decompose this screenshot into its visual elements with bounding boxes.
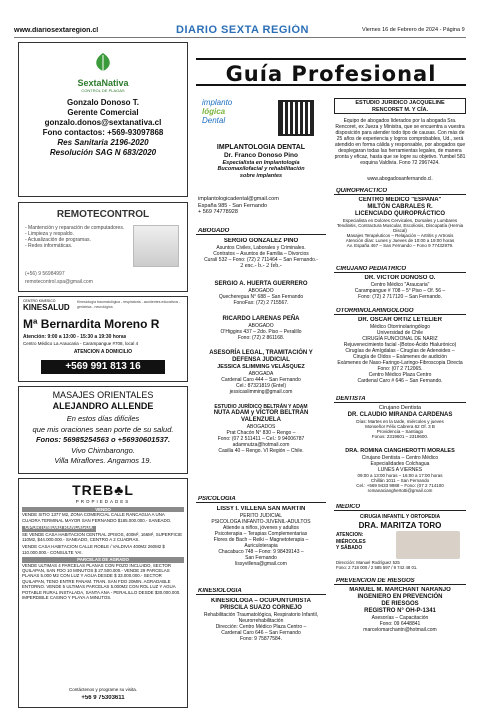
medico-attention xyxy=(336,532,386,552)
lawyer-line: FonoFax: (72) 2 715567. xyxy=(233,300,289,306)
kinesalud-phone: +569 991 813 16 xyxy=(41,360,165,374)
implanto-logo2: lógica xyxy=(202,107,226,116)
medico-line: Dirección: Manuel Rodríguez 525 xyxy=(336,560,400,565)
medico-att: Y SÁBADO xyxy=(336,545,363,551)
ped-line: Carampangue # 708 – 5° Piso – Of. 56 – xyxy=(354,288,446,294)
romina-line: Especialidades Colchagua xyxy=(370,461,430,467)
estudio-title1: ESTUDIO JURIDICO JACQUELINE xyxy=(355,100,445,106)
lawyer-line: Cel.: 87321819 (Entel) xyxy=(235,382,287,389)
remotecontrol-phone: (+56) 9 56984997 xyxy=(25,271,65,277)
implanto-phone: + 569 74778928 xyxy=(198,209,238,215)
implanto-address: España 985 - San Fernando xyxy=(198,202,268,209)
romina-email[interactable]: romanacianghertotti@gmail.com xyxy=(367,488,433,493)
dent-line: Providencia – Santiago xyxy=(376,428,424,434)
remotecontrol-logo: REMOTECONTROL xyxy=(56,209,150,220)
medico-att: MIÉRCOLES xyxy=(336,538,366,545)
res-sanitaria: Res Sanitaria 2196-2020 xyxy=(57,138,149,147)
oto-line: Médico Otorrinolaringólogo xyxy=(369,324,431,330)
psych-line: San Fernando xyxy=(245,555,277,561)
service-item: - Actualización de programas. xyxy=(25,237,91,243)
contact-email[interactable]: gonzalo.donos@sextanativa.cl xyxy=(44,118,162,127)
lawyer-name: SERGIO A. HUERTA GUERRERO xyxy=(214,281,308,287)
dent-name: DR. CLAUDIO MIRANDA CARDENAS xyxy=(347,411,453,418)
section-abogado: ABOGADO xyxy=(196,228,326,235)
oto-line: Exámenes de Naso-Faringo-Laringo-Fibroscopia Directa xyxy=(337,360,463,366)
lawyer-line: ABOGADO xyxy=(248,323,274,329)
otorrino-entry xyxy=(334,317,466,384)
service-item: - Mantención y reparación de computadores. xyxy=(25,225,125,231)
kine-line: Dirección: Centro Médico Plaza Centro – xyxy=(215,624,307,630)
section-kinesiologia: KINESIOLOGÍA xyxy=(196,588,326,595)
sextanativa-logo-sub: CONTROL DE PLAGAS xyxy=(81,88,125,93)
oto-line: Rejuvenecimiento facial -(Botox-Ácido Hialurónico) xyxy=(343,342,457,348)
dentista-entry xyxy=(334,405,466,439)
trebol-tag: PARCELAS DE AGRADO xyxy=(22,557,184,562)
lawyer-line: 2 enc.- b.- 2 feb.- xyxy=(240,263,282,269)
trebol-logo: TREB♣L xyxy=(72,482,134,498)
lawyer-line: Asuntos Civiles, Laborales y Criminales. xyxy=(216,245,306,251)
sextanativa-logo xyxy=(19,51,187,93)
cirujano-ped-entry xyxy=(334,275,466,300)
dent-sub: Cirujano Dentista xyxy=(378,405,422,411)
site-url[interactable]: www.diariosextaregion.cl xyxy=(14,27,99,34)
abogado-list xyxy=(196,238,326,454)
sextanativa-contact xyxy=(19,98,187,158)
lawyer-name: RICARDO LARENAS PEÑA xyxy=(222,316,300,322)
masajes-line: Vivo Chimbarongo. xyxy=(71,445,135,455)
romina-name: DRA. ROMINA CIANGHEROTTI MORALES xyxy=(345,448,455,454)
lawyer-line: Prat Chacón N° 830 – Rengo – xyxy=(226,429,296,436)
kinesalud-hours: Atención: 9:00 a 13:00 - 15:30 a 19:30 horas xyxy=(23,334,127,340)
lawyer-line: Contratos – Asuntos de Familia – Divorcios xyxy=(213,251,309,257)
middle-column xyxy=(196,96,326,708)
psych-name: LISSY I. VILLENA SAN MARTÍN xyxy=(216,506,306,512)
kinesalud-desc: Kinesiología traumatológica - respiratoria - accidentes educativos - geriátrica - neurológica xyxy=(77,300,181,309)
ped-line: Fono: (72) 2 717120 – San Fernando. xyxy=(358,294,442,300)
lawyer-sub: NUTA ADAM y VÍCTOR BELTRÁN VALENZUELA xyxy=(213,409,309,423)
section-psicologia: PSICOLOGÍA xyxy=(196,496,326,503)
dent-line: Fonos: 2319601 – 2319600. xyxy=(371,433,429,439)
masajes-phones: Fonos: 56985254563 o +56930601537. xyxy=(35,435,171,444)
section-quiropractico: QUIROPRÁCTICO xyxy=(334,188,466,195)
romina-line: Chillán 1011 – San Fernando xyxy=(370,478,430,483)
remotecontrol-services xyxy=(25,225,130,249)
section-otorrino: OTORRINOLARINGÓLOGO xyxy=(334,308,466,315)
listing: VENDE SITIO 1377 M2, ZONA COMERCIAL CALLE RANCAGUA A UNA CUADRA TERMINAL MAYOR SAN FERNANDO $185.000.000.- SANEADO. xyxy=(22,512,172,523)
masajes-line: En estos días difíciles xyxy=(66,414,140,423)
trebol-tag: VENDO xyxy=(22,507,184,512)
trebol-sub: PROPIEDADES xyxy=(75,499,131,504)
estudio-title2: RENCORET M. Y CÍA. xyxy=(371,106,429,113)
listing: SE VENDE CASA HABITACION CENTRAL 2PISOS, 400M², 166M², SUPERFICIE 110M2, $44.000.000.- SANEADO, CENTRO A 2 CUADRAS. xyxy=(22,531,183,543)
oto-line: Fono: (07 2 712065. xyxy=(377,366,423,372)
ped-name: DR. VÍCTOR DONOSO O. xyxy=(364,275,436,281)
sextanativa-ad xyxy=(18,42,188,197)
header-rule xyxy=(14,37,466,38)
quiro-name: LICENCIADO QUIROPRÁCTICO xyxy=(355,211,445,217)
kine-line: Fono: 9 75877584. xyxy=(240,636,282,642)
kinesalud-address: Centro Médico La Araucaria - Carampangue #708, local 4 xyxy=(23,341,139,346)
lawyer-sub: JESSICA SLIMMING VELÁSQUEZ xyxy=(217,364,305,370)
lawyer-line[interactable]: adamnutza@hotmail.com xyxy=(232,441,290,448)
psych-line: Atiende a niños, jóvenes y adultos xyxy=(223,525,299,531)
kine-line: Cardenal Caro 646 – San Fernando xyxy=(221,630,301,636)
contact-phone: Fono contactos: +569-93097868 xyxy=(42,128,164,137)
implanto-spec: sobre implantes xyxy=(239,172,283,179)
trebol-phone: +56 9 75303611 xyxy=(81,695,125,701)
lawyer-line: Quecheregua N° 688 – San Fernando xyxy=(218,294,304,300)
doctor-photo xyxy=(396,531,460,559)
right-column xyxy=(334,96,466,708)
lawyer-line: ABOGADO xyxy=(248,288,274,294)
lawyer-line: Cardenal Caro 444 – San Fernando xyxy=(221,376,301,383)
lawyer-line: Fono: (72) 2 861168. xyxy=(237,335,285,341)
psych-line: Psicoterapia – Terapias Complementarias xyxy=(214,531,308,537)
psych-line: PERITO JUDICIAL xyxy=(239,513,283,519)
lawyer-line: Curalí 532 – Fono: (72) 2 711464 – San Fernando.- xyxy=(204,257,318,263)
lawyer-line: Casilla 40 – Rengo. VI Región – Chile. xyxy=(218,447,304,454)
page-header xyxy=(0,0,480,34)
lawyer-line: ABOGADOS xyxy=(246,423,276,430)
computer-icon xyxy=(133,225,179,267)
masajes-body xyxy=(19,414,187,467)
oto-line: Cirugías de Amígdalas - Cirugías de Adenoides – xyxy=(345,348,455,354)
oto-line: Universidad de Chile xyxy=(376,330,424,336)
section-dentista: DENTISTA xyxy=(334,396,466,403)
lawyer-line: ABOGADA xyxy=(248,370,274,377)
implanto-doctor: Dr. Franco Donoso Pino xyxy=(223,152,299,159)
kine-line: Rehabilitación Traumatológica, Respiratorio Infantil, xyxy=(203,612,319,618)
quiropractico-entry xyxy=(334,197,466,248)
service-item: - Redes informáticas. xyxy=(25,243,73,249)
prev-email[interactable]: marcelomarchantn@hotmail.com xyxy=(363,627,437,633)
medico-contact xyxy=(336,560,466,570)
kine-name: PRISCILA SUAZO CORNEJO xyxy=(220,605,302,611)
prev-name: DE RIESGOS xyxy=(381,601,419,607)
section-medico: MÉDICO xyxy=(334,504,466,511)
ped-line: Centro Médico "Araucaria" xyxy=(370,282,430,288)
quiro-title: CENTRO MÉDICO "ESPAÑA" xyxy=(358,197,442,203)
implanto-spec: Bucomaxilofacial y rehabilitación xyxy=(217,166,305,172)
section-prevencion: PREVENCIÓN DE RIESGOS xyxy=(334,578,466,585)
contact-role: Gerente Comercial xyxy=(67,108,139,117)
kine-name: KINESIOLOGA – OCUPUNTURISTA xyxy=(210,598,311,604)
estudio-text: Equipo de abogados liderados por la abogada Sra. Rencoret, ex Jueza y Ministra, que se encuentra a vuestra disposición para atender todo tipo de causas. Con más de 25 años de experiencia y logros comprobables, Ud., será atendido en forma cálida y responsable, por abogados que desplegaran todas las herramientas legales, de manera pronta y eficaz, hasta que se logre su objetivo. Yumbel 581 esquina Valdivia. Fono 72 2967424. xyxy=(334,118,466,166)
listing: VENDE ULTIMAS 4 PARCELAS PLANAS CON POZO INCLUIDO, SECTOR QUILAPAN, SAN FDO 10 MINUTOS $ 27.500.000.- VENDE 29 PARCELAS PLANAS 5.000 M2 CON LUZ Y AGUA DESDE $ 33.000.000.- SECTOR QUILAPAN, TENO ENTRE PANAM. TRAN. SAN FDO 20MIN. AGRADABLE ENTORNO. VENDE 5 ULTIMAS PARCELAS 5.000M2 CON ROL LUZ Y AGUA POTABLE RURAL INSTALADA, SANTA ANA - PERALILLO DESDE $30.000.000. IMPERDIBLE CASINO Y PLAYA A MINUTOS. xyxy=(22,562,181,601)
prev-name: INGENIERO EN PREVENCIÓN xyxy=(357,594,443,600)
oto-line: Centro Médico Plaza Centro xyxy=(368,372,432,378)
masajes-line: que mis oraciones sean porte de su salud. xyxy=(32,424,174,434)
psych-line: PSICOLOGA INFANTO-JUVENIL-ADULTOS xyxy=(211,519,311,525)
sextanativa-logo-name: SextaNativa xyxy=(77,78,129,88)
lawyer-name: SERGIO GONZÁLEZ PINO xyxy=(223,238,299,244)
oto-name: DR. ÓSCAR ORTIZ LETELIER xyxy=(358,317,442,323)
psicologia-entry xyxy=(196,506,326,567)
kinesalud-logo-sub: CENTRO KINÉSICO xyxy=(23,299,56,303)
trebol-contact: Contáctenos y programe su visita. xyxy=(68,687,138,692)
psych-line: Flores de Bach – Reiki – Magnetoterapia – xyxy=(213,537,309,543)
section-cirujano-pediatrico: CIRUJANO PEDIÁTRICO xyxy=(334,266,466,273)
remotecontrol-email[interactable]: remotecontrol.spa@gmail.com xyxy=(25,279,93,285)
lawyer-name: ESTUDIO JURÍDICO BELTRÁN Y ADAM xyxy=(214,403,308,410)
prev-name: MANUEL M. MARCHANT NARANJO xyxy=(349,587,451,593)
dent-line: Días: Martes en la tarde, miércoles y jueves xyxy=(356,418,444,424)
romina-entry xyxy=(334,448,466,493)
implanto-details xyxy=(196,144,326,179)
lawyer-name: ASESORÍA LEGAL, TRAMITACIÓN Y DEFENSA JUDICIAL xyxy=(209,350,313,363)
medico-att: ATENCIÓN: xyxy=(336,532,364,538)
implanto-spec: Especialista en Implantología xyxy=(222,159,300,166)
kinesalud-name: Mª Bernardita Moreno R xyxy=(23,317,160,331)
masajes-ad xyxy=(18,386,188,474)
prev-line: Asesorías – Capacitación xyxy=(371,615,429,621)
implanto-logo3: Dental xyxy=(202,116,226,125)
qr-code-icon[interactable] xyxy=(278,100,314,136)
guide-title: Guía Profesional xyxy=(225,62,437,86)
medico-name: DRA. MARITZA TORO xyxy=(358,521,442,530)
kinesalud-home: ATENCIÓN A DOMICILIO xyxy=(73,349,133,355)
newspaper-title: DIARIO SEXTA REGIÓN xyxy=(176,24,309,34)
quiro-line: Masajes Terapéuticos – Relajación – Artritis y Artrosis xyxy=(346,233,454,238)
kinesalud-ad xyxy=(18,296,188,382)
kinesalud-logo xyxy=(23,299,73,312)
trebol-ad xyxy=(18,478,188,708)
service-item: - Limpieza y respaldo. xyxy=(25,231,74,237)
guide-banner xyxy=(196,58,466,86)
estudio-header xyxy=(334,98,466,114)
implanto-logo xyxy=(202,98,252,125)
listing: VENDE CASA HABITACION CALLE ROBLE / VALDIVIA 400M2 260M2 $ 110.000.000.- CONSULTE YA!. xyxy=(22,544,165,555)
masajes-title1: MASAJES ORIENTALES xyxy=(52,390,154,400)
remotecontrol-ad xyxy=(18,202,188,292)
prev-reg: REGISTRO N° OH-P-1341 xyxy=(364,608,436,614)
quiro-line: Av. España 467 – San Fernando – Fono 9 77432979. xyxy=(346,243,454,248)
lawyer-line: O'Higgins 437 – 2do. Piso – Peralillo xyxy=(220,329,302,335)
medico-sub: CIRUGIA INFANTIL Y ORTOPEDIA xyxy=(359,514,441,520)
oto-line: CIRUGÍA FUNCIONAL DE NARIZ xyxy=(362,336,438,342)
implanto-email[interactable]: implantologicadental@gmail.com xyxy=(198,196,279,202)
masajes-line: Villa Miraflores. Angamos 19. xyxy=(54,456,152,465)
romina-line: Cel.: +569 9433 9988 – Fono: (07 2 714100 xyxy=(356,483,444,488)
medico-line: Fono: 2 718 000 / 2 585 597 / 9 742 48 01. xyxy=(336,565,418,570)
issue-date: Viernes 16 de Febrero de 2024 - Página 9 xyxy=(362,27,465,33)
trebol-listings xyxy=(22,507,184,601)
implanto-contact xyxy=(198,196,326,216)
quiro-line: Atención días: Lunes y Jueves de 10:00 a 19:00 horas xyxy=(345,238,455,243)
masajes-title2: ALEJANDRO ALLENDE xyxy=(52,401,154,411)
prevencion-entry xyxy=(334,587,466,633)
romina-line: 09:00 a 13:00 horas – 16:00 a 17:00 horas xyxy=(357,473,443,478)
oto-line: Cardenal Caro # 646 – San Fernando. xyxy=(357,378,443,384)
dent-line: Monseñor Félix Cabrera 62 Of. 3 B xyxy=(365,423,435,429)
contact-name: Gonzalo Donoso T. xyxy=(67,98,139,107)
romina-line: Cirujano Dentista – Centro Médico xyxy=(361,455,439,461)
implanto-logo1: implanto xyxy=(202,98,233,107)
lawyer-line[interactable]: jessicaslimming@gmail.com xyxy=(229,388,293,395)
kinesalud-logo-name: KINESALUD xyxy=(23,303,70,312)
lawyer-line: Fono: (07 2 511411 – Cel.: 9 94006787 xyxy=(217,435,305,442)
leaf-icon xyxy=(90,51,116,73)
psych-line: Chacabuco 748 – Fono: 9 98439143 – xyxy=(218,549,304,555)
kine-line: Neurorrehabilitación xyxy=(238,618,284,624)
kinesiologia-entry xyxy=(196,598,326,642)
psych-email[interactable]: lissyvillena@gmail.com xyxy=(235,561,287,567)
prev-line: Fono: 09 6448841 xyxy=(379,621,421,627)
trebol-tag: OPORTUNIDAD RANCAGUA xyxy=(22,526,96,531)
quiro-line: Especialista en Dolores Cervicales, Dorsales y Lumbares Tendinitis, Contractura Muscular, Escoliosis, Discopatía (Hernia Discal) xyxy=(336,218,464,233)
psych-line: Auriculoterapia xyxy=(244,543,278,549)
res-sag: Resolución SAG N 683/2020 xyxy=(49,148,157,157)
quiro-name: MILTÓN CABRALES R. xyxy=(367,204,433,210)
estudio-web[interactable]: www.abogadosanfernando.cl. xyxy=(367,176,433,182)
oto-line: Cirugía de Oídos – Exámenes de audición xyxy=(353,354,447,360)
estudio-title xyxy=(335,100,465,113)
romina-line: LUNES A VIERNES xyxy=(377,467,423,473)
implanto-title: IMPLANTOLOGIA DENTAL xyxy=(216,144,306,151)
